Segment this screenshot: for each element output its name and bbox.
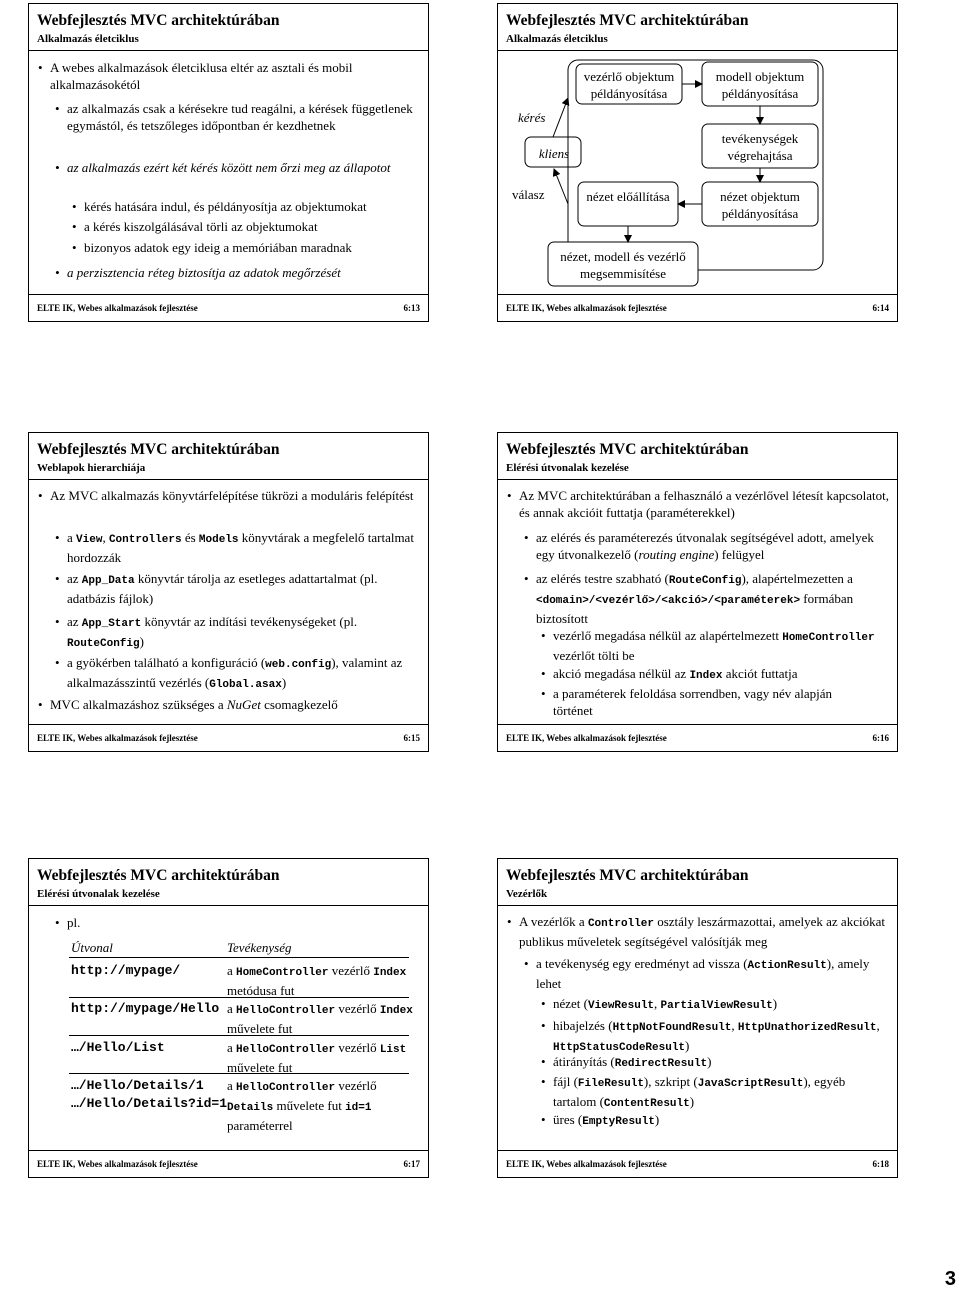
code: HttpUnathorizedResult: [737, 1022, 877, 1034]
code: JavaScriptResult: [697, 1078, 804, 1090]
code: HttpNotFoundResult: [612, 1022, 732, 1034]
slide-footer: ELTE IK, Webes alkalmazások fejlesztése: [506, 733, 667, 743]
code: ContentResult: [603, 1098, 690, 1110]
code: Models: [198, 534, 239, 546]
action-cell: [227, 1000, 417, 1037]
action-cell: [227, 1039, 417, 1076]
text: ), alapértelmezetten a: [741, 571, 853, 586]
slide-title: Webfejlesztés MVC architektúrában: [506, 867, 749, 884]
code: id=1: [345, 1102, 372, 1114]
code: App_Start: [81, 618, 142, 630]
text: hibajelzés (: [553, 1018, 613, 1033]
header-divider: [498, 905, 897, 906]
route-cell: …/Hello/Details/1: [71, 1078, 204, 1093]
bullet: • az alkalmazás csak a kérésekre tud reagálni, a kérések függetlenek egymástól, és tetszőleges időpontban ér kezdhetnek: [67, 100, 417, 134]
text: ): [685, 1038, 690, 1053]
text: ,: [102, 530, 109, 545]
bullet: [50, 696, 420, 713]
text: ): [281, 675, 287, 690]
bullet: • bizonyos adatok egy ideig a memóriában maradnak: [84, 239, 419, 256]
action-cell: [227, 962, 417, 999]
code: Controllers: [108, 534, 182, 546]
slide-title: Webfejlesztés MVC architektúrában: [37, 867, 280, 884]
slide-number: 6:17: [403, 1159, 420, 1169]
bullet: [536, 570, 886, 627]
code: RouteConfig: [67, 638, 140, 650]
text: az: [67, 614, 82, 629]
modell-label: modell objektum példányosítása: [715, 69, 805, 101]
text: a: [227, 1001, 237, 1016]
code: Details: [227, 1102, 274, 1114]
text: művelete fut: [227, 1021, 293, 1036]
bullet: • a paraméterek feloldása sorrendben, vagy név alapján történet: [553, 685, 873, 719]
slide-footer: ELTE IK, Webes alkalmazások fejlesztése: [37, 303, 198, 313]
text: az elérés testre szabható (: [536, 571, 669, 586]
bullet: • pl.: [67, 914, 167, 931]
text: a: [227, 963, 237, 978]
kliens-label: kliens: [538, 146, 570, 161]
footer-divider: [498, 724, 897, 725]
text: ,: [876, 1018, 880, 1033]
header-divider: [29, 905, 428, 906]
text: a gyökérben található a konfiguráció (: [67, 655, 266, 670]
slide-footer: ELTE IK, Webes alkalmazások fejlesztése: [506, 303, 667, 313]
table-rule: [69, 1035, 409, 1036]
bullet: [536, 955, 886, 992]
code: Index: [373, 967, 407, 979]
text: vezérlő megadása nélkül az alapértelmezett: [553, 628, 783, 643]
code: PartialViewResult: [660, 1000, 773, 1012]
text: ): [139, 634, 144, 649]
text: vezérlőt tölti be: [553, 648, 635, 663]
table-rule: [69, 1073, 409, 1074]
code: RouteConfig: [668, 575, 742, 587]
route-cell: …/Hello/Details?id=1: [71, 1096, 228, 1111]
slide-subtitle: Elérési útvonalak kezelése: [506, 462, 629, 474]
slide-subtitle: Weblapok hierarchiája: [37, 462, 146, 474]
bullet: • Az MVC architektúrában a felhasználó a vezérlővel létesít kapcsolatot, és annak akcióit futtatja (paraméterekkel): [519, 487, 889, 521]
slide-number: 6:15: [403, 733, 420, 743]
slide-subtitle: Vezérlők: [506, 888, 548, 900]
code: ActionResult: [747, 960, 827, 972]
slide-footer: ELTE IK, Webes alkalmazások fejlesztése: [37, 733, 198, 743]
text: ,: [731, 1018, 738, 1033]
text: ): [707, 1054, 712, 1069]
bullet: [519, 913, 889, 950]
text: fájl (: [553, 1074, 578, 1089]
footer-divider: [29, 1150, 428, 1151]
code: HelloController: [236, 1044, 336, 1056]
text: a tevékenység egy eredményt ad vissza (: [536, 956, 748, 971]
table-header-route: Útvonal: [71, 940, 113, 955]
slide-6-16: [497, 432, 898, 752]
code: EmptyResult: [582, 1116, 655, 1128]
table-header-action: Tevékenység: [227, 940, 292, 955]
slide-number: 6:16: [872, 733, 889, 743]
arrow-keres: [553, 98, 568, 137]
text: könyvtárak a megfelelő tartalmat hordozzák: [67, 530, 414, 565]
bullet: • a perzisztencia réteg biztosítja az adatok megőrzését: [67, 264, 417, 281]
text: átirányítás (: [553, 1054, 615, 1069]
text: üres (: [553, 1112, 583, 1127]
bullet: [67, 570, 417, 607]
text: a: [227, 1078, 237, 1093]
text: metódusa fut: [227, 983, 295, 998]
text: ), amely lehet: [536, 956, 870, 991]
text: az elérés és paraméterezés útvonalak segítségével adott, amelyek egy útvonalkezelő (: [536, 530, 874, 562]
route-cell: http://mypage/: [71, 963, 181, 978]
tevekenyseg-label: tevékenységek végrehajtása: [721, 131, 799, 163]
text: ): [772, 996, 778, 1011]
code: ViewResult: [588, 1000, 655, 1012]
bullet: [67, 613, 417, 653]
slide-subtitle: Alkalmazás életciklus: [506, 33, 608, 45]
bullet: [553, 627, 888, 664]
bullet: • Az MVC alkalmazás könyvtárfelépítése tükrözi a moduláris felépítést: [50, 487, 420, 504]
text: vezérlő: [335, 1078, 377, 1093]
slide-6-15: [28, 432, 429, 752]
text: vezérlő: [328, 963, 374, 978]
route-cell: …/Hello/List: [71, 1040, 165, 1055]
slide-number: 6:13: [403, 303, 420, 313]
slide-title: Webfejlesztés MVC architektúrában: [506, 441, 749, 458]
code: RedirectResult: [614, 1058, 708, 1070]
slide-footer: ELTE IK, Webes alkalmazások fejlesztése: [37, 1159, 198, 1169]
slide-6-17: [28, 858, 429, 1178]
slide-6-18: [497, 858, 898, 1178]
code: Global.asax: [209, 679, 282, 691]
text: vezérlő: [335, 1001, 380, 1016]
bullet: • a kérés kiszolgálásával törli az objektumokat: [84, 218, 419, 235]
text: ), szkript (: [643, 1074, 698, 1089]
arrow-valasz: [554, 169, 568, 204]
text: vezérlő: [335, 1040, 380, 1055]
text: ): [654, 1112, 660, 1127]
footer-divider: [498, 1150, 897, 1151]
code: HelloController: [236, 1005, 336, 1017]
code: FileResult: [577, 1078, 644, 1090]
text: akció megadása nélkül az: [553, 666, 690, 681]
text: ), egyéb tartalom (: [553, 1074, 846, 1109]
bullet: • kérés hatására indul, és példányosítja az objektumokat: [84, 198, 419, 215]
slide-6-13: [28, 3, 429, 322]
text: művelete fut: [273, 1098, 346, 1113]
text: csomagkezelő: [260, 697, 338, 712]
bullet: [67, 654, 417, 694]
slide-6-14: [497, 3, 898, 322]
header-divider: [498, 50, 897, 51]
code: <domain>/<vezérlő>/<akció>/<paraméterek>: [536, 595, 801, 607]
route-cell: http://mypage/Hello: [71, 1001, 220, 1016]
text: és: [181, 530, 199, 545]
valasz-label: válasz: [512, 187, 545, 202]
action-cell: [227, 1077, 417, 1134]
bullet: • A webes alkalmazások életciklusa eltér az asztali és mobil alkalmazásokétól: [50, 59, 420, 93]
code: HomeController: [782, 632, 875, 644]
nezet-eloallitas-label: nézet előállítása: [586, 189, 670, 204]
vezerlo-label: vezérlő objektum példányosítása: [583, 69, 675, 101]
code: web.config: [265, 659, 332, 671]
slide-number: 6:18: [872, 1159, 889, 1169]
text: könyvtár az indítási tevékenységeket (pl.: [141, 614, 358, 629]
header-divider: [29, 50, 428, 51]
slide-number: 6:14: [872, 303, 889, 313]
text: MVC alkalmazáshoz szükséges a: [50, 697, 227, 712]
megsemmisites-label: nézet, modell és vezérlő megsemmisítése: [560, 249, 686, 281]
code: App_Data: [81, 575, 135, 587]
header-divider: [498, 479, 897, 480]
slide-footer: ELTE IK, Webes alkalmazások fejlesztése: [506, 1159, 667, 1169]
slide-subtitle: Alkalmazás életciklus: [37, 33, 139, 45]
code: List: [379, 1044, 407, 1056]
text: formában biztosított: [536, 591, 854, 626]
page-number: 3: [944, 1268, 956, 1290]
slide-title: Webfejlesztés MVC architektúrában: [37, 12, 280, 29]
code: HomeController: [236, 967, 329, 979]
bullet: • az alkalmazás ezért két kérés között nem őrzi meg az állapotot: [67, 159, 407, 176]
code: Controller: [587, 918, 654, 930]
slide-title: Webfejlesztés MVC architektúrában: [37, 441, 280, 458]
footer-divider: [29, 724, 428, 725]
bullet: [553, 1017, 888, 1057]
table-rule: [69, 997, 409, 998]
text: ) felügyel: [714, 547, 765, 562]
text: könyvtár tárolja az esetleges adattartalmat (pl. adatbázis fájlok): [67, 571, 378, 606]
header-divider: [29, 479, 428, 480]
bullet: [553, 995, 888, 1015]
text: ), valamint az alkalmazásszintű vezérlés (: [67, 655, 403, 690]
text: az: [67, 571, 82, 586]
text: a: [67, 530, 77, 545]
bullet: [553, 1111, 888, 1131]
text: akciót futtatja: [722, 666, 798, 681]
table-rule: [69, 957, 409, 958]
text: művelete fut: [227, 1060, 293, 1075]
bullet: [67, 529, 417, 566]
bullet: [553, 1053, 888, 1073]
code: HttpStatusCodeResult: [553, 1042, 686, 1054]
slide-subtitle: Elérési útvonalak kezelése: [37, 888, 160, 900]
code: Index: [689, 670, 723, 682]
text: paraméterrel: [227, 1118, 293, 1133]
text: osztály leszármazottai, amelyek az akciókat publikus műveletek segítségével valósítják meg: [519, 914, 885, 949]
code: View: [76, 534, 103, 546]
slide-title: Webfejlesztés MVC architektúrában: [506, 12, 749, 29]
bullet: [536, 529, 886, 563]
code: Index: [379, 1005, 413, 1017]
text: ,: [654, 996, 661, 1011]
code: HelloController: [236, 1082, 336, 1094]
text: routing engine: [638, 547, 715, 562]
bullet: [553, 1073, 888, 1113]
keres-label: kérés: [518, 110, 546, 125]
text: a: [227, 1040, 237, 1055]
text: ): [689, 1094, 695, 1109]
bullet: [553, 665, 888, 685]
footer-divider: [498, 294, 897, 295]
text: nézet (: [553, 996, 589, 1011]
text: A vezérlők a: [519, 914, 588, 929]
nezet-obj-label: nézet objektum példányosítása: [720, 189, 800, 221]
footer-divider: [29, 294, 428, 295]
text: NuGet: [226, 697, 261, 712]
